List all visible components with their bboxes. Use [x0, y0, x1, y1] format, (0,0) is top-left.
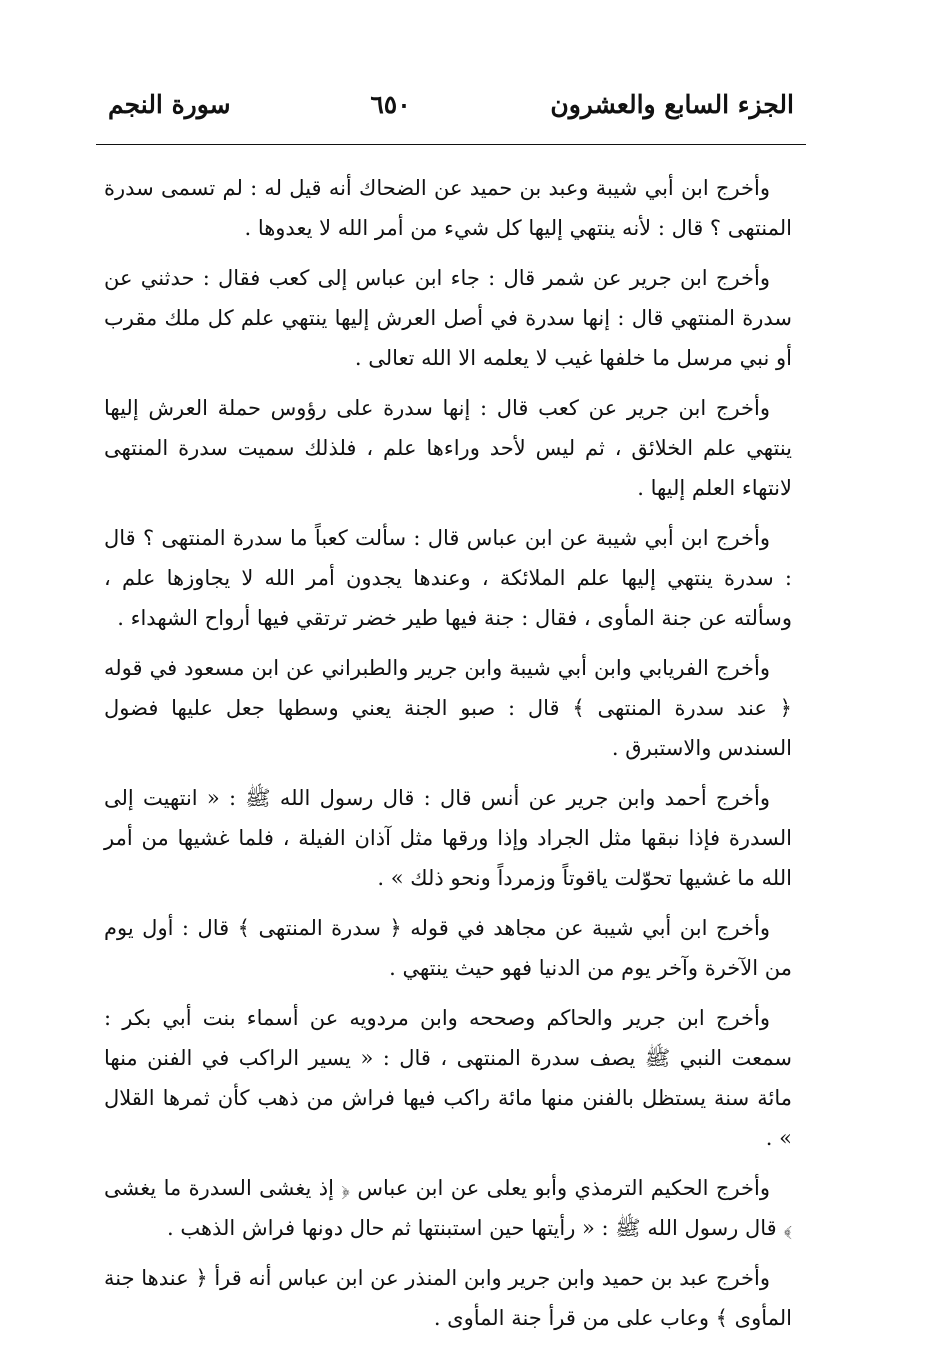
paragraph: وأخرج أحمد وابن جرير عن أنس قال : قال رسول الله ﷺ : « انتهيت إلى السدرة فإذا نبقها مثل الجراد وإذا ورقها مثل آذان الفيلة ، فلما غشيها من أمر الله ما غشيها تحوّلت ياقوتاً وزمرداً ونحو ذلك » . — [104, 786, 792, 890]
paragraph: وأخرج الفريابي وابن أبي شيبة وابن جرير والطبراني عن ابن مسعود في قوله ﴿ عند سدرة المنتهى ﴾ قال : صبو الجنة يعني وسطها جعل عليها فضول السندس والاستبرق . — [104, 656, 792, 760]
paragraph: وأخرج عبد بن حميد وابن جرير وابن المنذر عن ابن عباس أنه قرأ ﴿ عندها جنة المأوى ﴾ وعاب على من قرأ جنة المأوى . — [104, 1266, 792, 1330]
volume-title: الجزء السابع والعشرون — [550, 89, 794, 119]
paragraph: وأخرج ابن أبي شيبة وعبد بن حميد عن الضحاك أنه قيل له : لم تسمى سدرة المنتهى ؟ قال : لأنه ينتهي إليها كل شيء من أمر الله لا يعدوها . — [104, 176, 792, 240]
paragraph: وأخرج ابن أبي شيبة عن مجاهد في قوله ﴿ سدرة المنتهى ﴾ قال : أول يوم من الآخرة وآخر يوم من الدنيا فهو حيث ينتهي . — [104, 916, 792, 980]
paragraph: وأخرج ابن جرير عن كعب قال : إنها سدرة على رؤوس حملة العرش إليها ينتهي علم الخلائق ، ثم ليس لأحد وراءها علم ، فلذلك سميت سدرة المنتهى لانتهاء العلم إليها . — [104, 396, 792, 500]
paragraph: وأخرج ابن أبي شيبة عن ابن عباس قال : سألت كعباً ما سدرة المنتهى ؟ قال : سدرة ينتهي إليها علم الملائكة ، وعندها يجدون أمر الله لا يجاوزها علم ، وسألته عن جنة المأوى ، فقال : جنة فيها طير خضر ترتقي فيها أرواح الشهداء . — [104, 526, 792, 630]
page-number: ٦٥٠ — [370, 89, 411, 119]
page-header — [108, 84, 794, 124]
surah-title: سورة النجم — [108, 89, 231, 119]
paragraph: وأخرج ابن جرير عن شمر قال : جاء ابن عباس إلى كعب فقال : حدثني عن سدرة المنتهي قال : إنها سدرة في أصل العرش إليها ينتهي علم كل ملك مقرب أو نبي مرسل ما خلفها غيب لا يعلمه الا الله تعالى . — [104, 266, 792, 370]
paragraph: وأخرج الحكيم الترمذي وأبو يعلى عن ابن عباس ﴿ إذ يغشى السدرة ما يغشى ﴾ قال رسول الله ﷺ : « رأيتها حين استبنتها ثم حال دونها فراش الذهب . — [104, 1176, 792, 1240]
page-body — [104, 168, 792, 1348]
paragraph: وأخرج ابن جرير والحاكم وصححه وابن مردويه عن أسماء بنت أبي بكر : سمعت النبي ﷺ يصف سدرة المنتهى ، قال : « يسير الراكب في الفنن منها مائة سنة يستظل بالفنن منها مائة راكب فيها فراش من ذهب كأن ثمرها القلال » . — [104, 1006, 792, 1150]
header-divider — [96, 144, 806, 145]
